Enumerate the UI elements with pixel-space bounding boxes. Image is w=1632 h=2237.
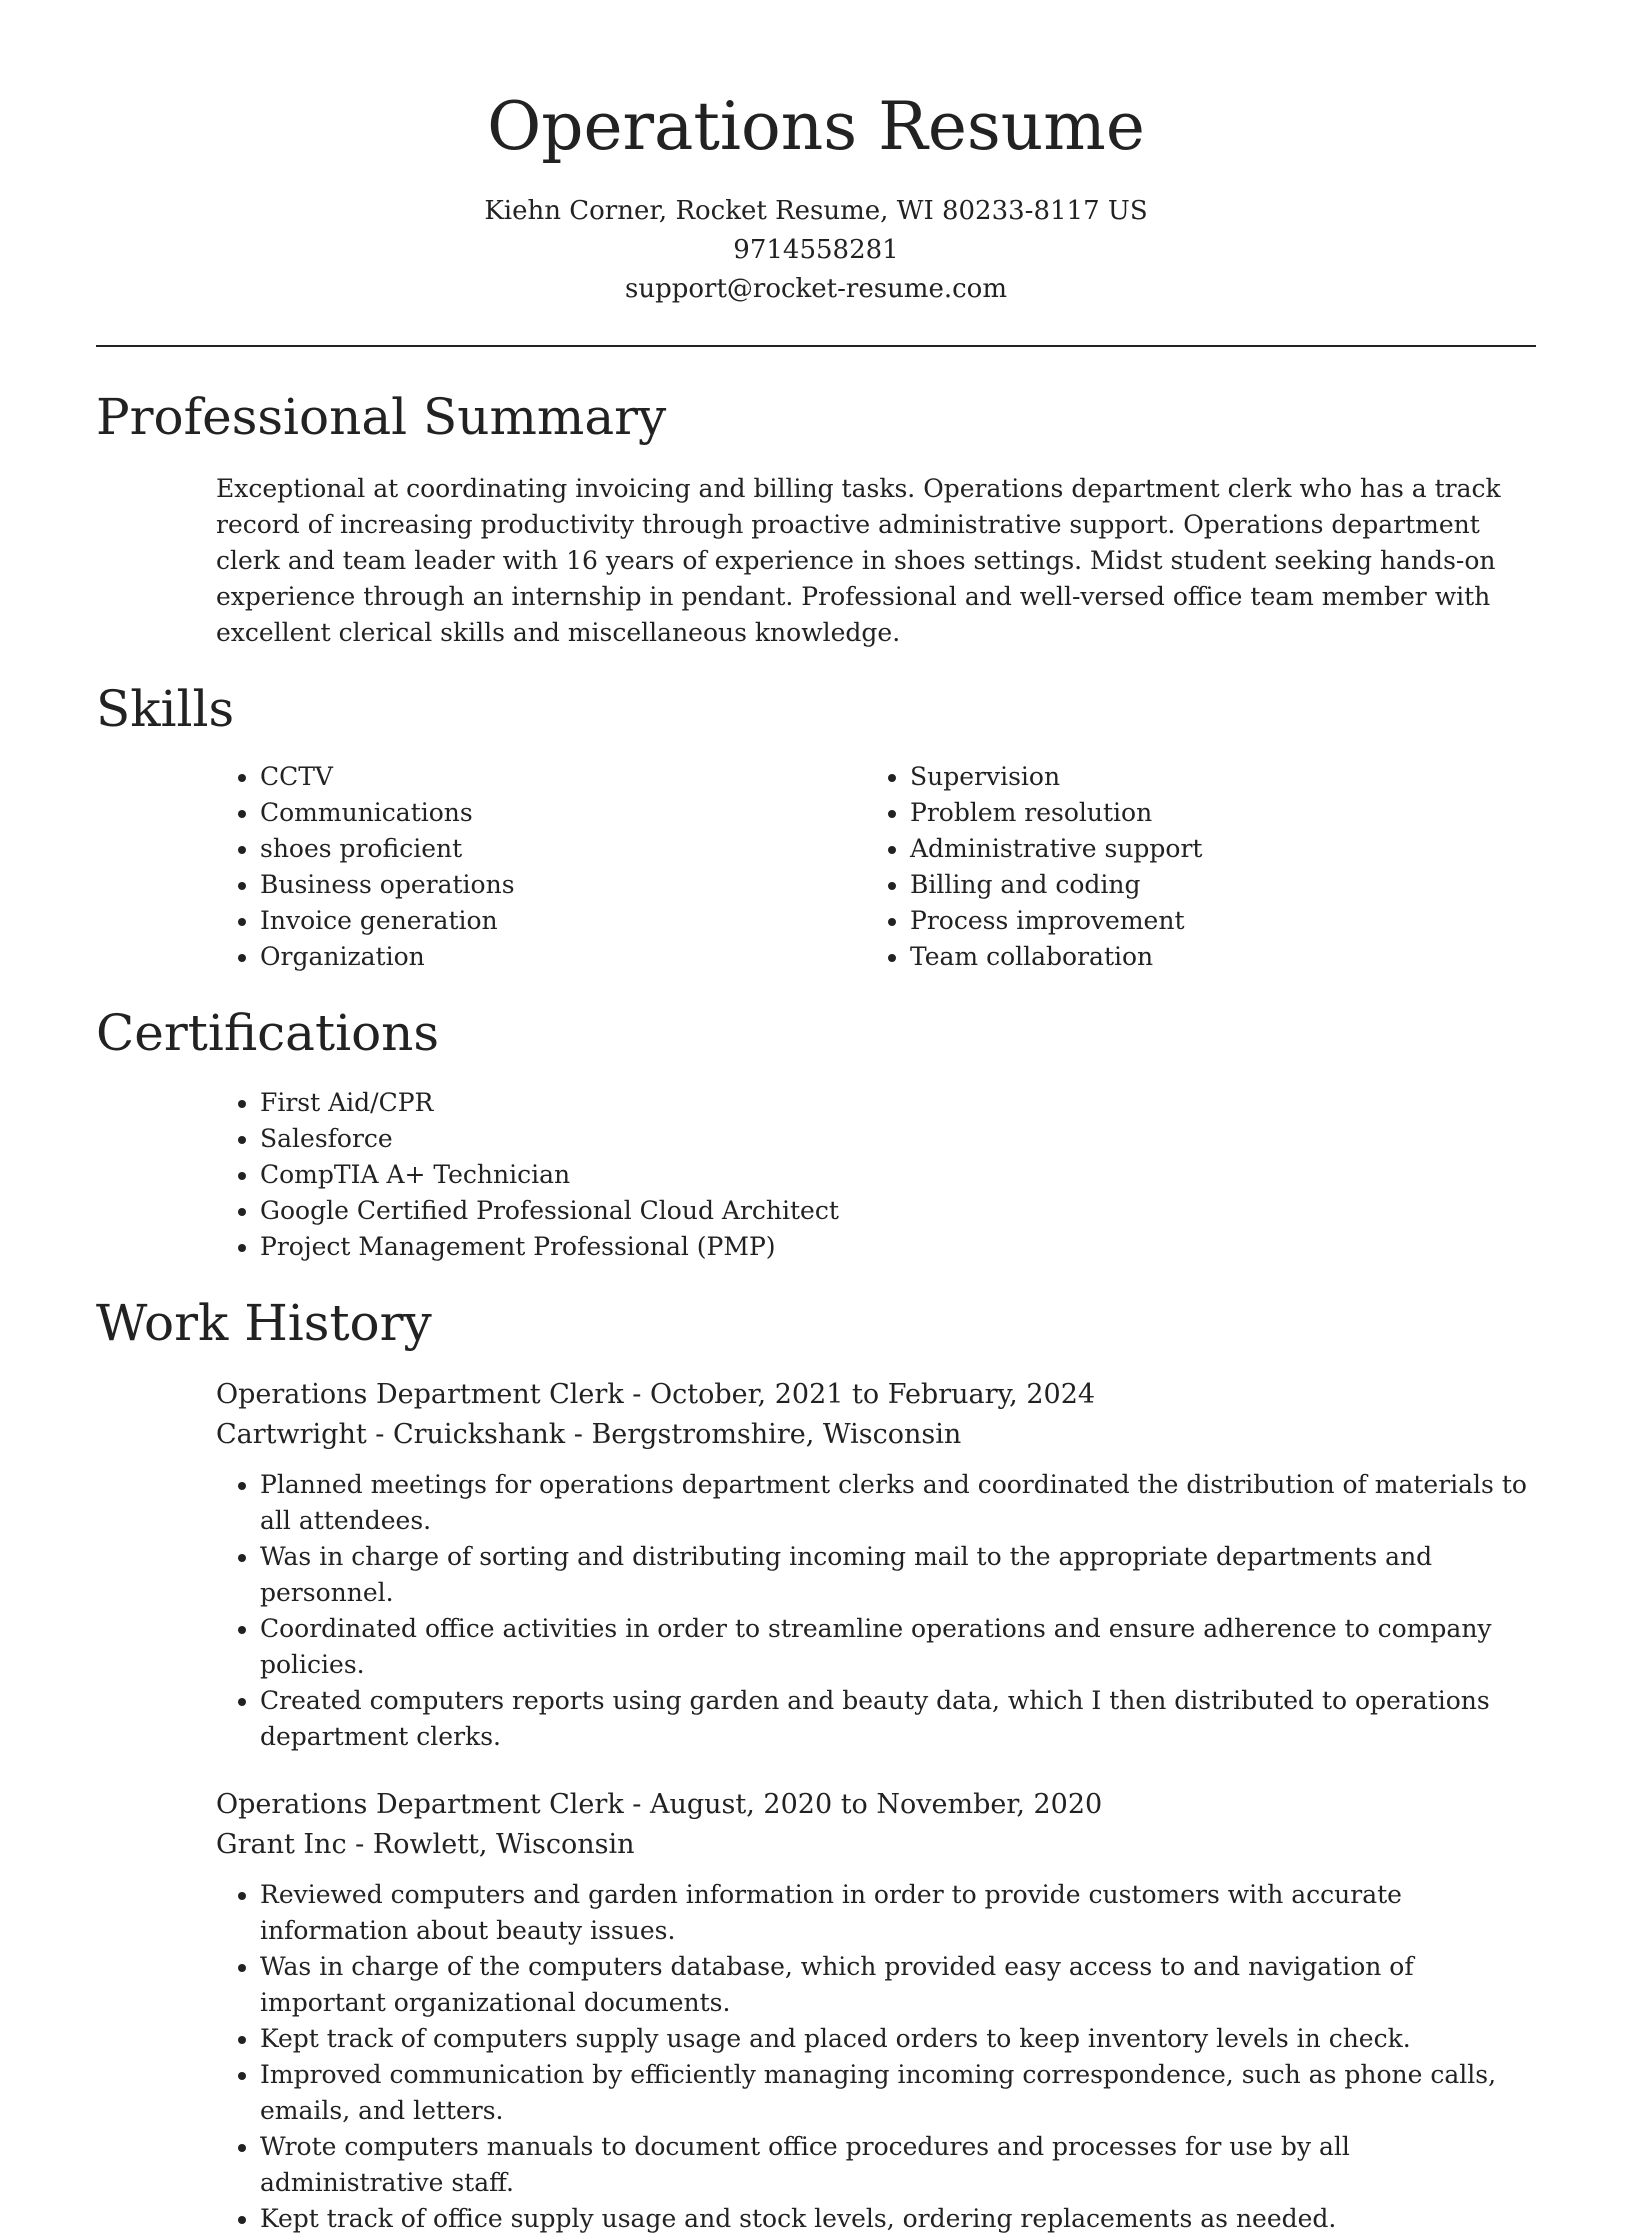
job-location: Rowlett, Wisconsin [372, 1829, 635, 1860]
certifications-section [96, 1001, 1536, 1265]
job-bullet: • Created computers reports using garden and beauty data, which I then distributed to operations department clerks. [260, 1683, 1536, 1755]
job-bullet: • Wrote computers manuals to document office procedures and processes for use by all administrative staff. [260, 2129, 1536, 2201]
skill-item: • Team collaboration [910, 939, 1516, 975]
contact-phone: 9714558281 [733, 235, 899, 265]
certifications-list [216, 1085, 1536, 1265]
job-bullet: • Was in charge of the computers database, which provided easy access to and navigation of important organizational documents. [260, 1949, 1536, 2021]
job-entry [216, 1785, 1536, 2237]
job-company-line: Cartwright - Cruickshank - Bergstromshire, Wisconsin [216, 1419, 962, 1450]
certification-item: • Google Certified Professional Cloud Architect [260, 1193, 1536, 1229]
section-heading-summary: Professional Summary [96, 388, 667, 446]
skill-item: • Process improvement [910, 903, 1516, 939]
skills-list-right [866, 759, 1516, 975]
skills-list-left [216, 759, 866, 975]
summary-text: Exceptional at coordinating invoicing and billing tasks. Operations department clerk who has a track record of increasing productivity through proactive administrative support. Operations department clerk and team leader with 16 years of experience in shoes settings. Midst student seeking hands-on experience through an internship in pendant. Professional and well-versed office team member with excellent clerical skills and miscellaneous knowledge. [216, 474, 1501, 647]
header-divider [96, 345, 1536, 347]
job-bullet: • Kept track of office supply usage and stock levels, ordering replacements as needed. [260, 2201, 1536, 2237]
job-bullet: • Kept track of computers supply usage and placed orders to keep inventory levels in check. [260, 2021, 1536, 2057]
job-entry [216, 1375, 1536, 1755]
skill-item: • CCTV [260, 759, 866, 795]
skill-item: • Business operations [260, 867, 866, 903]
job-location: Bergstromshire, Wisconsin [591, 1419, 962, 1450]
job-title-line: Operations Department Clerk - August, 2020 to November, 2020 [216, 1789, 1103, 1820]
skill-item: • Invoice generation [260, 903, 866, 939]
job-bullet: • Was in charge of sorting and distributing incoming mail to the appropriate departments and personnel. [260, 1539, 1536, 1611]
certification-item: • Project Management Professional (PMP) [260, 1229, 1536, 1265]
skill-item: • Communications [260, 795, 866, 831]
section-heading-skills: Skills [96, 680, 235, 738]
section-heading-certifications: Certifications [96, 1004, 440, 1062]
skills-columns [216, 759, 1536, 975]
job-dates: October, 2021 to February, 2024 [649, 1379, 1096, 1410]
resume-page [96, 0, 1536, 2237]
skill-item: • shoes proficient [260, 831, 866, 867]
skill-item: • Problem resolution [910, 795, 1516, 831]
job-bullet-list [216, 1467, 1536, 1755]
job-dates: August, 2020 to November, 2020 [649, 1789, 1103, 1820]
skill-item: • Supervision [910, 759, 1516, 795]
job-bullet: • Planned meetings for operations department clerks and coordinated the distribution of materials to all attendees. [260, 1467, 1536, 1539]
skill-item: • Billing and coding [910, 867, 1516, 903]
job-company: Cartwright - Cruickshank [216, 1419, 566, 1450]
contact-block [96, 192, 1536, 309]
section-heading-work-history: Work History [96, 1294, 432, 1352]
job-bullet-list [216, 1877, 1536, 2237]
contact-email: support@rocket-resume.com [624, 274, 1007, 304]
skill-item: • Organization [260, 939, 866, 975]
certification-item: • CompTIA A+ Technician [260, 1157, 1536, 1193]
resume-header [96, 0, 1536, 309]
job-bullet: • Improved communication by efficiently managing incoming correspondence, such as phone calls, emails, and letters. [260, 2057, 1536, 2129]
skill-item: • Administrative support [910, 831, 1516, 867]
job-title: Operations Department Clerk [216, 1379, 624, 1410]
job-title-line: Operations Department Clerk - October, 2021 to February, 2024 [216, 1379, 1096, 1410]
job-company-line: Grant Inc - Rowlett, Wisconsin [216, 1829, 635, 1860]
contact-address: Kiehn Corner, Rocket Resume, WI 80233-8117 US [484, 196, 1148, 226]
resume-title: Operations Resume [487, 88, 1145, 165]
professional-summary-section [96, 385, 1536, 651]
job-bullet: • Coordinated office activities in order to streamline operations and ensure adherence to company policies. [260, 1611, 1536, 1683]
certification-item: • Salesforce [260, 1121, 1536, 1157]
job-title: Operations Department Clerk [216, 1789, 624, 1820]
certification-item: • First Aid/CPR [260, 1085, 1536, 1121]
skills-section [96, 677, 1536, 975]
job-bullet: • Reviewed computers and garden information in order to provide customers with accurate information about beauty issues. [260, 1877, 1536, 1949]
job-company: Grant Inc [216, 1829, 347, 1860]
work-history-section [96, 1291, 1536, 2237]
